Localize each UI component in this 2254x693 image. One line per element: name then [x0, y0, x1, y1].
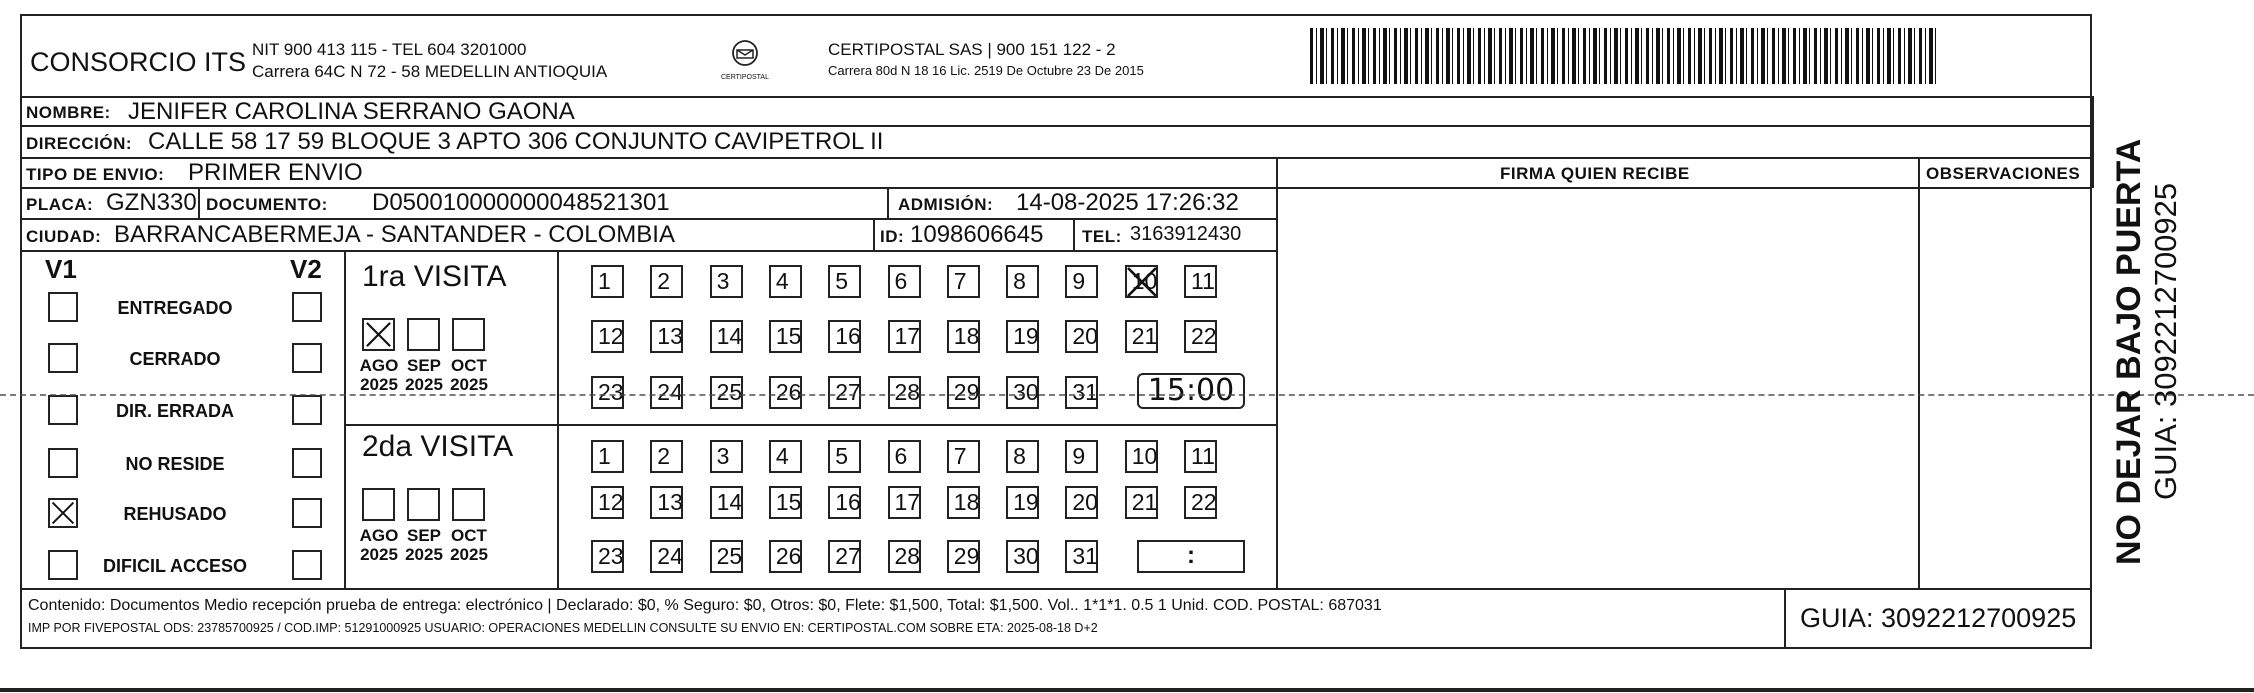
- second-day-box[interactable]: [1006, 440, 1039, 473]
- second-day-box[interactable]: [947, 540, 980, 573]
- firma-header: FIRMA QUIEN RECIBE: [1500, 164, 1690, 183]
- first-day-box[interactable]: [769, 376, 802, 409]
- day-number: 27: [835, 543, 861, 569]
- certipostal-logo: [720, 38, 770, 88]
- first-day-box[interactable]: [1125, 265, 1158, 298]
- second-day-box[interactable]: [1065, 540, 1098, 573]
- day-number: 5: [835, 268, 848, 294]
- placa-label: PLACA:: [26, 195, 94, 214]
- second-day-box[interactable]: [1125, 440, 1158, 473]
- day-number: 14: [716, 323, 743, 349]
- second-day-box[interactable]: [1184, 440, 1217, 473]
- day-number: 1: [598, 443, 611, 469]
- first-visit-title: 1ra VISITA: [362, 260, 507, 293]
- second-day-box[interactable]: [710, 440, 743, 473]
- second-day-box[interactable]: [769, 486, 802, 519]
- divider: [2092, 96, 2094, 188]
- status-label: DIR. ERRADA: [115, 401, 234, 421]
- second-month-year: 2025: [450, 545, 488, 564]
- side-guia: GUIA: 3092212700925: [2148, 182, 2183, 500]
- first-day-box[interactable]: [591, 320, 624, 353]
- second-day-box[interactable]: [650, 540, 683, 573]
- checked-x-icon: [364, 320, 393, 349]
- day-number: 2: [657, 443, 671, 469]
- first-day-box[interactable]: [1184, 320, 1217, 353]
- first-visit-time: 15:00: [1137, 373, 1245, 409]
- divider: [873, 218, 875, 250]
- first-month-label: AGO: [359, 356, 399, 375]
- status-label: DIFICIL ACCESO: [102, 556, 247, 576]
- day-number: 3: [716, 268, 730, 294]
- second-day-box[interactable]: [591, 440, 624, 473]
- tipo-envio-value: PRIMER ENVIO: [188, 159, 363, 186]
- day-number: 29: [953, 543, 980, 569]
- day-number: 13: [657, 489, 683, 515]
- second-visit-time: :: [1137, 540, 1245, 573]
- second-month-year: 2025: [405, 545, 443, 564]
- first-month-label: OCT: [451, 356, 487, 375]
- admision-value: 14-08-2025 17:26:32: [1016, 189, 1239, 216]
- second-day-box[interactable]: [1184, 486, 1217, 519]
- tel-label: TEL:: [1082, 227, 1122, 246]
- ciudad-value: BARRANCABERMEJA - SANTANDER - COLOMBIA: [114, 221, 675, 248]
- day-number: 1: [598, 268, 611, 294]
- day-number: 17: [894, 323, 921, 349]
- second-day-box[interactable]: [947, 486, 980, 519]
- divider: [344, 250, 346, 588]
- second-day-box[interactable]: [769, 440, 802, 473]
- first-day-box[interactable]: [888, 320, 921, 353]
- day-number: 10: [1131, 443, 1158, 469]
- day-number: 26: [775, 543, 802, 569]
- second-day-box[interactable]: [1006, 486, 1039, 519]
- divider: [1276, 157, 1278, 588]
- first-day-box[interactable]: [947, 320, 980, 353]
- first-day-box[interactable]: [710, 320, 743, 353]
- envelope-icon: [728, 38, 762, 72]
- tel-value: 3163912430: [1130, 223, 1242, 245]
- status-label: CERRADO: [129, 349, 221, 369]
- day-number: 30: [1013, 543, 1039, 569]
- divider: [1784, 588, 1786, 649]
- documento-label: DOCUMENTO:: [206, 195, 328, 214]
- ciudad-label: CIUDAD:: [26, 227, 102, 246]
- divider: [1918, 157, 1920, 588]
- first-month-box[interactable]: [452, 318, 485, 351]
- divider: [1073, 218, 1075, 250]
- day-number: 7: [953, 443, 967, 469]
- first-day-box[interactable]: [1125, 320, 1158, 353]
- day-number: 7: [953, 268, 967, 294]
- second-day-box[interactable]: [591, 540, 624, 573]
- day-number: 14: [716, 489, 743, 515]
- day-number: 15: [775, 489, 802, 515]
- day-number: 18: [953, 323, 980, 349]
- first-day-box[interactable]: [1065, 376, 1098, 409]
- day-number: 9: [1072, 268, 1086, 294]
- divider: [20, 250, 1276, 252]
- day-number: 18: [953, 489, 980, 515]
- day-number: 21: [1131, 323, 1158, 349]
- footer-line-2: IMP POR FIVEPOSTAL ODS: 23785700925 / COD.IMP: 51291000925 USUARIO: OPERACIONES MEDELLIN CONSULTE SU ENVIO EN: CERTIPOSTAL.COM SOBRE ETA: 2025-08-18 D+2: [28, 621, 1098, 635]
- day-number: 19: [1013, 323, 1039, 349]
- carrier-info-1: CERTIPOSTAL SAS | 900 151 122 - 2: [828, 40, 1116, 59]
- day-number: 8: [1013, 443, 1026, 469]
- v1-header: V1: [45, 254, 77, 284]
- day-number: 24: [657, 379, 683, 405]
- first-day-box[interactable]: [1006, 320, 1039, 353]
- logo-caption: CERTIPOSTAL: [721, 74, 769, 81]
- day-number: 19: [1013, 489, 1039, 515]
- day-number: 20: [1072, 323, 1098, 349]
- second-day-box[interactable]: [947, 440, 980, 473]
- first-day-box[interactable]: [1065, 320, 1098, 353]
- status-label: NO RESIDE: [125, 454, 225, 474]
- second-month-label: AGO: [359, 526, 399, 545]
- day-number: 9: [1072, 443, 1086, 469]
- second-day-box[interactable]: [828, 440, 861, 473]
- day-number: 3: [716, 443, 730, 469]
- divider: [557, 250, 559, 588]
- day-number: 6: [894, 443, 908, 469]
- second-day-box[interactable]: [591, 486, 624, 519]
- day-number: 28: [894, 379, 921, 405]
- first-day-box[interactable]: [1006, 265, 1039, 298]
- footer-line-1: Contenido: Documentos Medio recepción prueba de entrega: electrónico | Declarado: $0, % Seguro: $0, Otros: $0, Flete: $1,500, Total: $1,500. Vol.. 1*1*1. 0.5 1 Unid. COD. POSTAL: 687031: [28, 597, 1382, 614]
- second-month-year: 2025: [360, 545, 398, 564]
- company-name: CONSORCIO ITS: [30, 47, 247, 77]
- second-visit-title: 2da VISITA: [362, 430, 514, 463]
- checked-x-icon: [1122, 262, 1162, 302]
- day-number: 12: [598, 489, 624, 515]
- divider: [20, 588, 2092, 590]
- documento-value: D050010000000048521301: [372, 189, 670, 216]
- day-number: 27: [835, 379, 861, 405]
- first-month-box[interactable]: [362, 318, 395, 351]
- day-number: 11: [1191, 268, 1215, 294]
- first-day-box[interactable]: [591, 265, 624, 298]
- day-number: 4: [775, 443, 789, 469]
- first-day-box[interactable]: [828, 265, 861, 298]
- day-number: 24: [657, 543, 683, 569]
- day-number: 31: [1072, 379, 1098, 405]
- day-number: 20: [1072, 489, 1098, 515]
- second-day-box[interactable]: [828, 540, 861, 573]
- first-day-box[interactable]: [947, 265, 980, 298]
- id-value: 1098606645: [910, 221, 1044, 248]
- second-month-box[interactable]: [452, 488, 485, 521]
- second-day-box[interactable]: [1006, 540, 1039, 573]
- day-number: 13: [657, 323, 683, 349]
- page-edge: [0, 688, 2254, 692]
- first-day-box[interactable]: [710, 265, 743, 298]
- first-day-box[interactable]: [769, 320, 802, 353]
- v2-header: V2: [290, 254, 322, 284]
- day-number: 16: [835, 489, 861, 515]
- second-day-box[interactable]: [650, 486, 683, 519]
- first-day-box[interactable]: [591, 376, 624, 409]
- day-number: 23: [598, 379, 624, 405]
- first-day-box[interactable]: [650, 320, 683, 353]
- second-day-box[interactable]: [828, 486, 861, 519]
- first-day-box[interactable]: [650, 265, 683, 298]
- second-day-box[interactable]: [888, 440, 921, 473]
- carrier-info-2: Carrera 80d N 18 16 Lic. 2519 De Octubre 23 De 2015: [828, 63, 1144, 78]
- second-day-box[interactable]: [888, 486, 921, 519]
- second-month-box[interactable]: [407, 488, 440, 521]
- day-number: 22: [1191, 323, 1217, 349]
- second-day-box[interactable]: [650, 440, 683, 473]
- nombre-value: JENIFER CAROLINA SERRANO GAONA: [128, 98, 575, 125]
- day-number: 31: [1072, 543, 1098, 569]
- day-number: 28: [894, 543, 921, 569]
- first-day-box[interactable]: [947, 376, 980, 409]
- day-number: 15: [775, 323, 802, 349]
- second-day-box[interactable]: [1065, 486, 1098, 519]
- first-day-box[interactable]: [888, 265, 921, 298]
- second-day-box[interactable]: [1125, 486, 1158, 519]
- first-day-box[interactable]: [1184, 265, 1217, 298]
- first-day-box[interactable]: [650, 376, 683, 409]
- first-day-box[interactable]: [828, 376, 861, 409]
- day-number: 26: [775, 379, 802, 405]
- barcode: [1310, 28, 1940, 84]
- footer-guia: GUIA: 3092212700925: [1800, 603, 2077, 633]
- divider: [20, 218, 1276, 220]
- second-month-box[interactable]: [362, 488, 395, 521]
- company-info-1: NIT 900 413 115 - TEL 604 3201000: [252, 40, 527, 59]
- first-month-year: 2025: [360, 375, 398, 394]
- day-number: 30: [1013, 379, 1039, 405]
- first-month-year: 2025: [405, 375, 443, 394]
- direccion-value: CALLE 58 17 59 BLOQUE 3 APTO 306 CONJUNTO CAVIPETROL II: [148, 128, 884, 155]
- second-day-box[interactable]: [888, 540, 921, 573]
- day-number: 23: [598, 543, 624, 569]
- day-number: 25: [716, 379, 743, 405]
- nombre-label: NOMBRE:: [26, 103, 111, 122]
- tipo-envio-label: TIPO DE ENVIO:: [26, 165, 165, 184]
- no-dejar-bajo-puerta: NO DEJAR BAJO PUERTA: [2110, 138, 2148, 565]
- second-month-label: SEP: [406, 526, 442, 545]
- day-number: 2: [657, 268, 671, 294]
- divider: [198, 187, 200, 218]
- day-number: 29: [953, 379, 980, 405]
- company-info-2: Carrera 64C N 72 - 58 MEDELLIN ANTIOQUIA: [252, 62, 608, 81]
- status-label: ENTREGADO: [117, 298, 233, 318]
- first-day-box[interactable]: [710, 376, 743, 409]
- direccion-label: DIRECCIÓN:: [26, 134, 133, 153]
- day-number: 21: [1131, 489, 1158, 515]
- second-day-box[interactable]: [710, 540, 743, 573]
- day-number: 6: [894, 268, 908, 294]
- second-month-label: OCT: [451, 526, 487, 545]
- second-day-box[interactable]: [769, 540, 802, 573]
- day-number: 5: [835, 443, 848, 469]
- day-number: 17: [894, 489, 921, 515]
- first-month-year: 2025: [450, 375, 488, 394]
- fold-line: [0, 394, 2254, 396]
- divider: [344, 424, 1276, 426]
- day-number: 16: [835, 323, 861, 349]
- first-day-box[interactable]: [769, 265, 802, 298]
- first-day-box[interactable]: [888, 376, 921, 409]
- status-label: REHUSADO: [123, 504, 227, 524]
- day-number: 8: [1013, 268, 1026, 294]
- day-number: 4: [775, 268, 789, 294]
- observaciones-header: OBSERVACIONES: [1926, 164, 2081, 183]
- first-day-box[interactable]: [1065, 265, 1098, 298]
- divider: [887, 187, 889, 218]
- day-number: 22: [1191, 489, 1217, 515]
- first-month-label: SEP: [406, 356, 442, 375]
- placa-value: GZN330: [106, 189, 197, 216]
- second-day-box[interactable]: [710, 486, 743, 519]
- first-day-box[interactable]: [1006, 376, 1039, 409]
- id-label: ID:: [880, 227, 905, 246]
- first-month-box[interactable]: [407, 318, 440, 351]
- first-day-box[interactable]: [828, 320, 861, 353]
- day-number: 25: [716, 543, 743, 569]
- day-number: 12: [598, 323, 624, 349]
- second-day-box[interactable]: [1065, 440, 1098, 473]
- day-number: 10: [1131, 268, 1158, 294]
- day-number: 11: [1191, 443, 1215, 469]
- admision-label: ADMISIÓN:: [898, 195, 994, 214]
